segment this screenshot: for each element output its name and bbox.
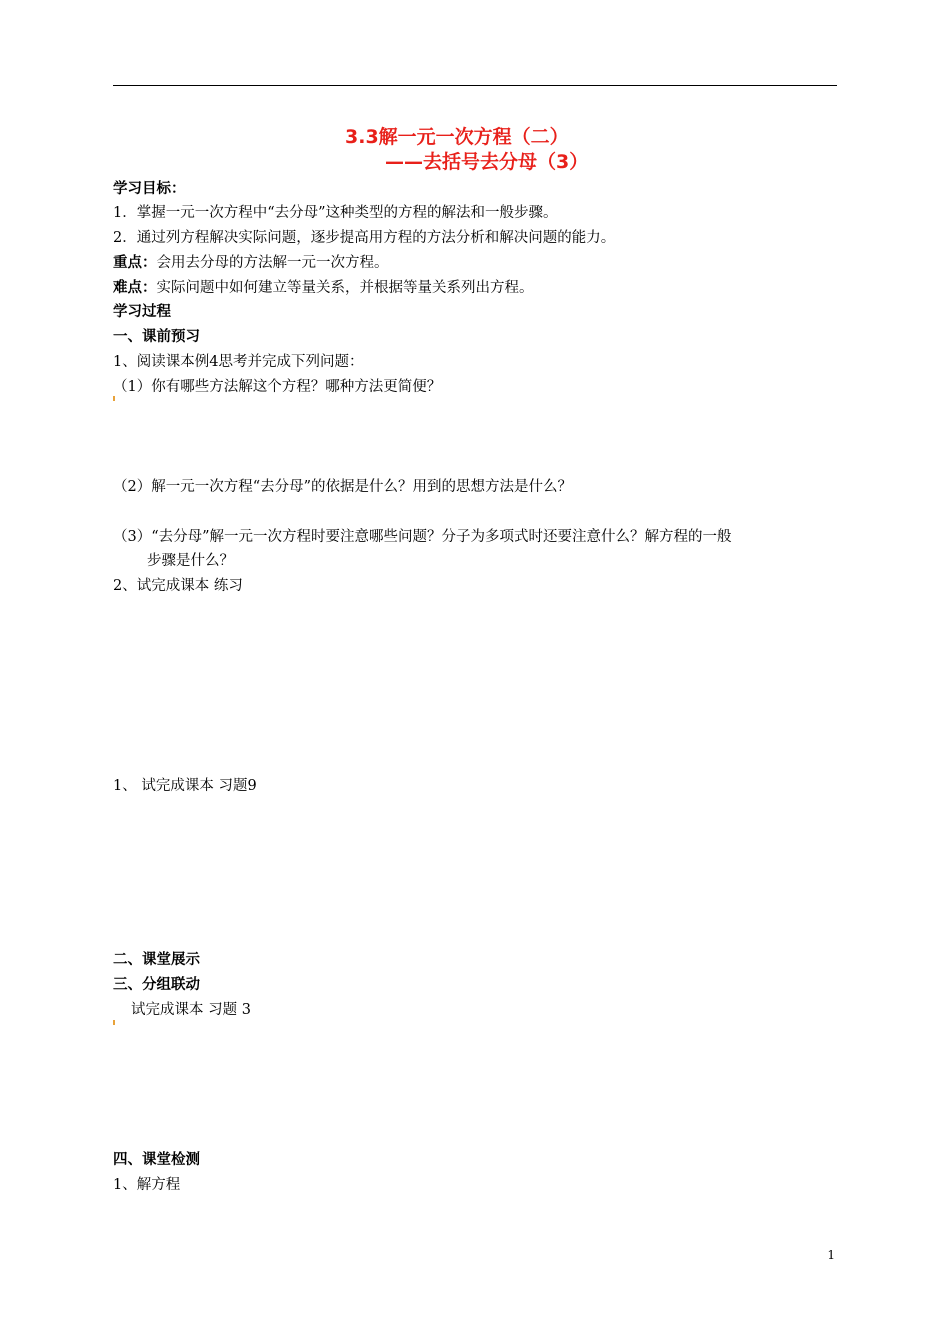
key-point <box>113 253 389 273</box>
key-label: 重点： <box>113 255 157 271</box>
question-1: 1、阅读课本例4思考并完成下列问题： <box>113 354 364 370</box>
page-number: 1 <box>827 1248 835 1262</box>
section-group: 三、分组联动 <box>113 977 200 993</box>
group-task: 试完成课本 习题 3 <box>131 1002 251 1018</box>
objectives-heading: 学习目标： <box>113 181 186 197</box>
difficulty-text: 实际问题中如何建立等量关系，并根据等量关系列出方程。 <box>156 280 534 296</box>
edit-mark <box>113 1020 115 1025</box>
section-preview: 一、课前预习 <box>113 329 200 345</box>
question-1-1: （1）你有哪些方法解这个方程？哪种方法更简便？ <box>113 379 442 395</box>
section-display: 二、课堂展示 <box>113 952 200 968</box>
objective-1: 1．掌握一元一次方程中“去分母”这种类型的方程的解法和一般步骤。 <box>113 205 558 221</box>
difficulty-point <box>113 278 534 298</box>
question-1-2: （2）解一元一次方程“去分母”的依据是什么？用到的思想方法是什么？ <box>113 479 573 495</box>
section-check: 四、课堂检测 <box>113 1152 200 1168</box>
objective-2: 2．通过列方程解决实际问题，逐步提高用方程的方法分析和解决问题的能力。 <box>113 230 616 246</box>
edit-mark <box>113 396 115 401</box>
process-heading: 学习过程 <box>113 304 171 320</box>
question-2: 2、试完成课本 练习 <box>113 578 243 594</box>
difficulty-label: 难点： <box>113 280 157 296</box>
title-line-2: ——去括号去分母（3） <box>385 151 589 173</box>
question-1-3-line-2: 步骤是什么？ <box>147 553 234 569</box>
question-3: 1、 试完成课本 习题9 <box>113 778 257 794</box>
header-rule <box>113 85 837 86</box>
check-question-1: 1、解方程 <box>113 1177 181 1193</box>
title-line-1: 3.3解一元一次方程（二） <box>345 126 569 148</box>
key-text: 会用去分母的方法解一元一次方程。 <box>156 255 389 271</box>
question-1-3-line-1: （3）“去分母”解一元一次方程时要注意哪些问题？分子为多项式时还要注意什么？解方程的一般 <box>113 529 732 545</box>
